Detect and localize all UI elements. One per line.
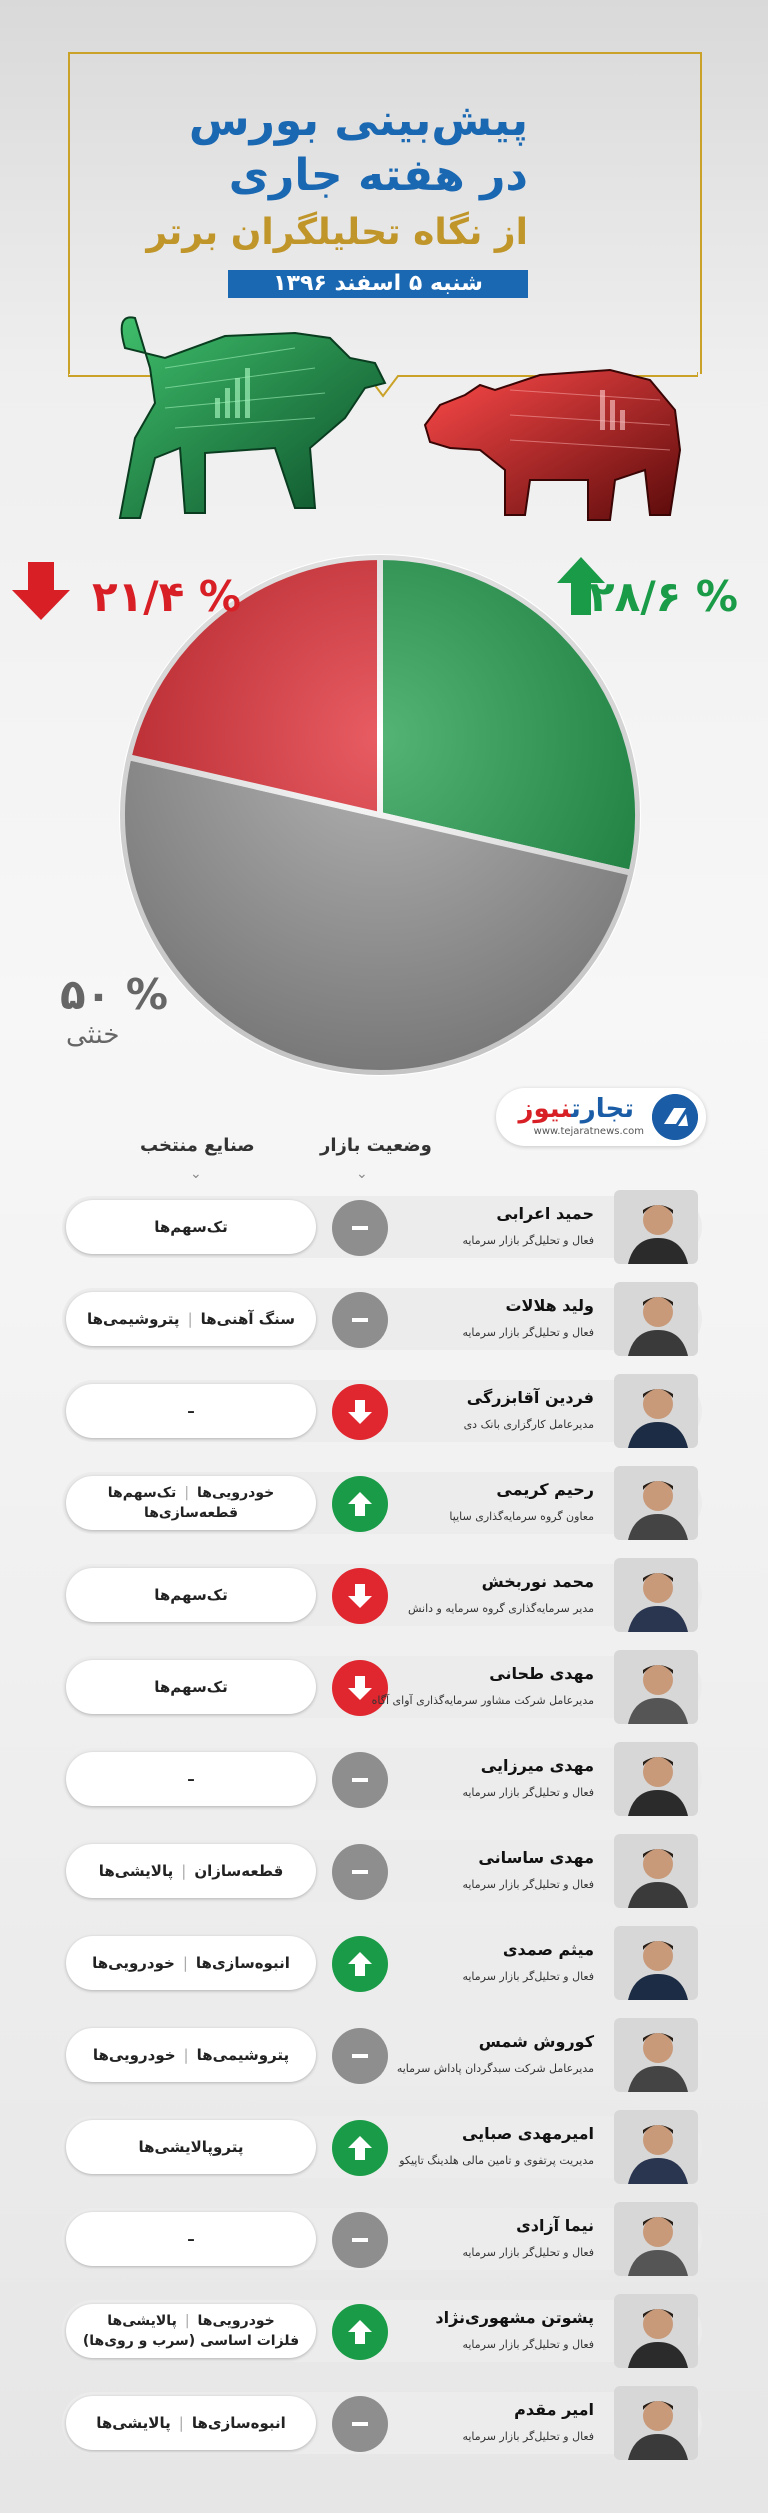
- analyst-name: مهدی طحانی: [489, 1664, 594, 1683]
- sector-tag: خودرویی‌ها: [92, 1954, 175, 1972]
- analyst-row: [62, 2018, 702, 2092]
- analyst-role: مدیرعامل کارگزاری بانک دی: [463, 1418, 594, 1431]
- logo-wordmark: تجارتنیوز: [518, 1094, 634, 1124]
- status-badge: [332, 2396, 388, 2452]
- sector-tag: انبوه‌سازی‌ها: [191, 2414, 286, 2432]
- avatar: [614, 2018, 698, 2092]
- analyst-name: رحیم کریمی: [496, 1480, 594, 1499]
- analyst-row: [62, 1466, 702, 1540]
- analyst-row: [62, 1190, 702, 1264]
- status-badge: [332, 1660, 388, 1716]
- analyst-name: میثم صمدی: [502, 1940, 594, 1959]
- avatar: [614, 1742, 698, 1816]
- analyst-role: فعال و تحلیل‌گر بازار سرمایه: [462, 1326, 594, 1339]
- analyst-role: فعال و تحلیل‌گر بازار سرمایه: [462, 1786, 594, 1799]
- status-badge: [332, 2120, 388, 2176]
- analyst-role: فعال و تحلیل‌گر بازار سرمایه: [462, 2338, 594, 2351]
- analyst-name: ولید هلالات: [505, 1296, 594, 1315]
- status-badge: [332, 2028, 388, 2084]
- separator: |: [181, 1862, 187, 1880]
- analyst-row: [62, 2110, 702, 2184]
- arrow-down-icon: [345, 1581, 375, 1611]
- status-badge: [332, 1200, 388, 1256]
- analyst-row: [62, 2294, 702, 2368]
- neutral-dash-icon: [348, 1308, 372, 1332]
- pie-label-neutral: ۵۰ %: [60, 970, 168, 1019]
- sectors-box: [66, 1200, 316, 1254]
- analyst-role: فعال و تحلیل‌گر بازار سرمایه: [462, 2246, 594, 2259]
- arrow-up-icon: [345, 2317, 375, 2347]
- sector-tag: پالایشی‌ها: [98, 1862, 174, 1880]
- sector-tag: انبوه‌سازی‌ها: [195, 1954, 290, 1972]
- separator: |: [182, 1954, 188, 1972]
- neutral-dash-icon: [348, 2044, 372, 2068]
- analyst-row: [62, 1282, 702, 1356]
- sector-tag: –: [187, 1402, 195, 1420]
- sector-tag: تک‌سهم‌ها: [107, 1485, 177, 1501]
- sector-tag: پتروشیمی‌ها: [87, 1310, 180, 1328]
- avatar: [614, 1834, 698, 1908]
- analyst-name: فردین آقابزرگی: [466, 1388, 594, 1407]
- sector-tag: –: [187, 1770, 195, 1788]
- analyst-role: مدیر سرمایه‌گذاری گروه سرمایه و دانش: [408, 1602, 594, 1615]
- arrow-down-icon: [345, 1673, 375, 1703]
- neutral-dash-icon: [348, 1860, 372, 1884]
- logo-url: www.tejaratnews.com: [533, 1126, 644, 1137]
- sector-tag: تک‌سهم‌ها: [154, 1218, 228, 1236]
- column-header-sectors: صنایع منتخب: [140, 1135, 255, 1156]
- neutral-dash-icon: [348, 1768, 372, 1792]
- neutral-dash-icon: [348, 2228, 372, 2252]
- sector-tag: –: [187, 2230, 195, 2248]
- arrow-down-icon: [10, 560, 72, 622]
- analyst-role: فعال و تحلیل‌گر بازار سرمایه: [462, 2430, 594, 2443]
- analyst-role: فعال و تحلیل‌گر بازار سرمایه: [462, 1970, 594, 1983]
- page-subtitle: از نگاه تحلیلگران برتر: [146, 212, 528, 253]
- separator: |: [178, 2414, 184, 2432]
- avatar: [614, 1650, 698, 1724]
- bear-icon: [420, 330, 690, 530]
- arrow-up-icon: [345, 2133, 375, 2163]
- analyst-name: امیر مقدم: [514, 2400, 594, 2419]
- status-badge: [332, 1384, 388, 1440]
- avatar: [614, 1558, 698, 1632]
- column-header-status: وضعیت بازار: [320, 1135, 432, 1156]
- avatar: [614, 1190, 698, 1264]
- status-badge: [332, 1752, 388, 1808]
- status-badge: [332, 1476, 388, 1532]
- status-badge: [332, 2212, 388, 2268]
- analyst-name: مهدی میرزایی: [480, 1756, 594, 1775]
- analyst-name: محمد نوربخش: [481, 1572, 594, 1591]
- analyst-role: مدیریت پرتفوی و تامین مالی هلدینگ تاپیکو: [399, 2154, 594, 2167]
- analyst-role: معاون گروه سرمایه‌گذاری سایپا: [449, 1510, 594, 1523]
- sector-tag: تک‌سهم‌ها: [154, 1586, 228, 1604]
- date-banner: شنبه ۵ اسفند ۱۳۹۶: [228, 270, 528, 298]
- tejaratnews-logo: [496, 1088, 706, 1146]
- sector-tag: سنگ آهنی‌ها: [200, 1310, 295, 1328]
- sector-tag: تک‌سهم‌ها: [154, 1678, 228, 1696]
- arrow-up-icon: [345, 1949, 375, 1979]
- chevron-down-icon: ⌄: [356, 1166, 368, 1182]
- analyst-row: [62, 2386, 702, 2460]
- neutral-dash-icon: [348, 2412, 372, 2436]
- avatar: [614, 1374, 698, 1448]
- sectors-box: [66, 1384, 316, 1438]
- avatar: [614, 1466, 698, 1540]
- sectors-box: [66, 2212, 316, 2266]
- status-badge: [332, 1568, 388, 1624]
- avatar: [614, 1282, 698, 1356]
- sectors-box: [66, 1844, 316, 1898]
- sector-tag: قطعه‌سازی‌ها: [143, 1505, 239, 1521]
- arrow-up-icon: [345, 1489, 375, 1519]
- pie-label-up: ۲۸/۶ %: [589, 572, 738, 621]
- status-badge: [332, 2304, 388, 2360]
- analyst-role: مدیرعامل شرکت سبدگردان پاداش سرمایه: [396, 2062, 594, 2075]
- avatar: [614, 2294, 698, 2368]
- separator: |: [184, 2313, 190, 2329]
- analyst-role: فعال و تحلیل‌گر بازار سرمایه: [462, 1234, 594, 1247]
- analyst-role: فعال و تحلیل‌گر بازار سرمایه: [462, 1878, 594, 1891]
- sectors-box: [66, 2304, 316, 2358]
- sector-tag: پالایشی‌ها: [96, 2414, 171, 2432]
- analyst-row: [62, 1558, 702, 1632]
- arrow-down-icon: [345, 1397, 375, 1427]
- sector-tag: پتروپالایشی‌ها: [138, 2138, 244, 2156]
- sector-tag: خودرویی‌ها: [197, 2313, 275, 2329]
- analyst-name: امیرمهدی صبایی: [461, 2124, 594, 2143]
- analyst-row: [62, 2202, 702, 2276]
- sectors-box: [66, 2396, 316, 2450]
- status-badge: [332, 1936, 388, 1992]
- separator: |: [184, 1485, 190, 1501]
- status-badge: [332, 1292, 388, 1348]
- sectors-box: [66, 1568, 316, 1622]
- analyst-row: [62, 1742, 702, 1816]
- avatar: [614, 2202, 698, 2276]
- chevron-down-icon: ⌄: [190, 1166, 202, 1182]
- sectors-box: [66, 1752, 316, 1806]
- separator: |: [183, 2046, 189, 2064]
- sector-tag: خودرویی‌ها: [197, 1485, 275, 1501]
- sectors-box: [66, 2120, 316, 2174]
- analyst-role: مدیرعامل شرکت مشاور سرمایه‌گذاری آوای آگاه: [371, 1694, 594, 1707]
- analyst-row: [62, 1374, 702, 1448]
- analyst-name: کوروش شمس: [478, 2032, 594, 2051]
- pie-chart: [110, 545, 650, 1085]
- analyst-row: [62, 1834, 702, 1908]
- pie-label-down: ۲۱/۴ %: [92, 572, 241, 621]
- analyst-row: [62, 1926, 702, 2000]
- sector-tag: قطعه‌سازان: [194, 1862, 284, 1880]
- separator: |: [187, 1310, 193, 1328]
- sectors-box: [66, 1476, 316, 1530]
- analyst-name: نیما آزادی: [516, 2216, 594, 2235]
- sector-tag: پالایشی‌ها: [107, 2313, 177, 2329]
- page-title-line2: در هفته جاری: [228, 150, 528, 201]
- sectors-box: [66, 2028, 316, 2082]
- bull-icon: [95, 308, 395, 528]
- avatar: [614, 2110, 698, 2184]
- avatar: [614, 2386, 698, 2460]
- sectors-box: [66, 1660, 316, 1714]
- sectors-box: [66, 1292, 316, 1346]
- status-badge: [332, 1844, 388, 1900]
- analyst-name: مهدی ساسانی: [478, 1848, 594, 1867]
- page-title-line1: پیش‌بینی بورس: [188, 95, 528, 146]
- analyst-name: حمید اعرابی: [496, 1204, 594, 1223]
- avatar: [614, 1926, 698, 2000]
- analyst-row: [62, 1650, 702, 1724]
- sector-tag: پتروشیمی‌ها: [196, 2046, 290, 2064]
- sector-tag: فلزات اساسی (سرب و روی‌ها): [82, 2333, 300, 2349]
- logo-mark-icon: [652, 1094, 698, 1140]
- analyst-name: پشوتن مشهوری‌نژاد: [435, 2308, 594, 2327]
- sector-tag: خودرویی‌ها: [92, 2046, 176, 2064]
- sectors-box: [66, 1936, 316, 1990]
- pie-caption-neutral: خنثی: [66, 1020, 120, 1050]
- neutral-dash-icon: [348, 1216, 372, 1240]
